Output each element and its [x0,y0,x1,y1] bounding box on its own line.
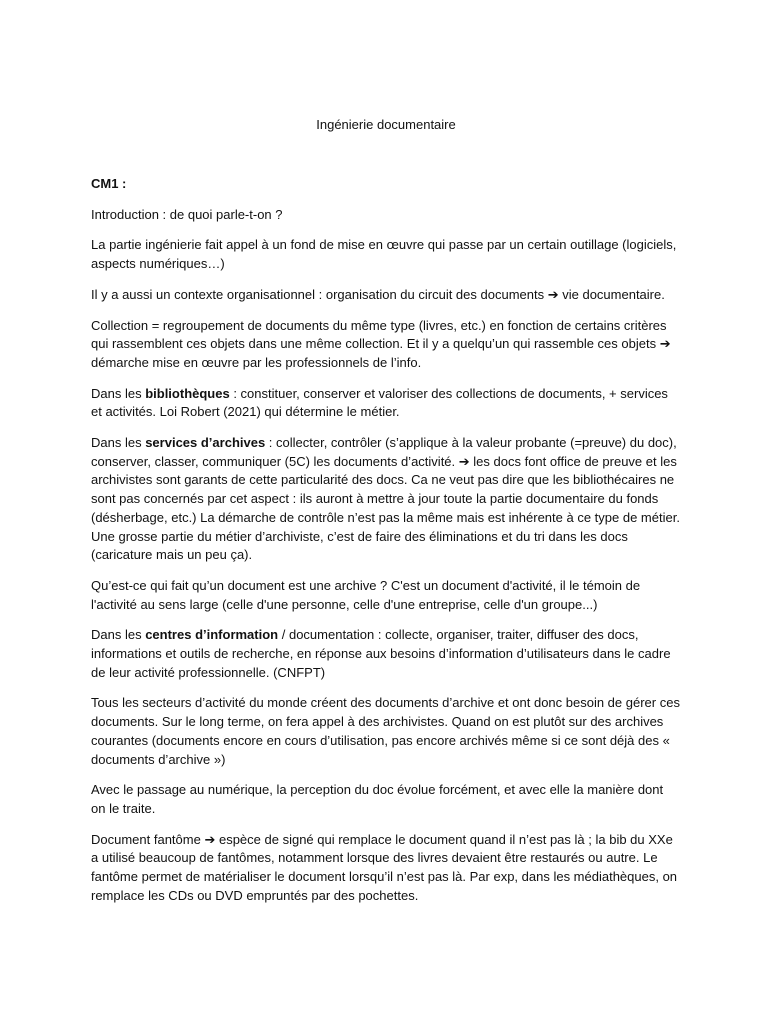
paragraph-text: Qu’est-ce qui fait qu’un document est une archive ? C'est un document d'activité, il le témoin de l'activité au sens large (celle d'une personne, celle d'une entreprise, celle d'un groupe...) [91,577,641,612]
paragraph-archives [91,434,681,565]
document-title: Ingénierie documentaire [316,117,456,132]
paragraph-text: Collection = regroupement de documents du même type (livres, etc.) en fonction de certains critères qui rassemblent ces objets dans une même collection. Et il y a quelqu’un qui rassemble ces objets [91,317,667,352]
bold-term: centres d’information [145,627,279,643]
paragraph-ingenierie [91,236,681,273]
paragraph-text: Document fantôme [91,831,205,847]
paragraph-text: vie documentaire. [558,286,665,302]
paragraph-text: Avec le passage au numérique, la perception du doc évolue forcément, et avec elle la manière dont on le traite. [91,782,664,816]
arrow-right-icon: ➔ [547,287,559,303]
bold-term: services d’archives [145,435,266,451]
paragraph-numerique [91,781,681,818]
paragraph-text: : constituer, conserver et valoriser des collections de documents, + services et activités. Loi Robert (2021) qui détermine le métier. [91,385,668,420]
paragraph-text: les docs font office de preuve et les archivistes sont garants de cette particularité des docs. Ca ne veut pas dire que les bibliothécaires ne sont pas concernés par cet aspect : ils auront à mettre à jour toute la partie documentaire du fonds (désherbage, etc.) La démarche de contrôle n’est pas la même mais est inhérente à ce type de métier. Une grosse partie du métier d’archiviste, c’est de faire des éliminations et du tri dans les docs (caricature mais un peu ça). [91,453,680,563]
paragraph-text: Tous les secteurs d’activité du monde créent des documents d’archive et ont donc besoin de gérer ces documents. Sur le long terme, on fera appel à des archivistes. Quand on est plutôt sur des archives courantes (documents encore en cours d’utilisation, pas encore archivés même si ce sont déjà des « documents d’archive ») [91,695,680,767]
paragraph-archive-definition [91,577,681,614]
paragraph-bibliotheques [91,385,681,422]
section-heading: CM1 : [91,176,127,191]
paragraph-text: Introduction : de quoi parle-t-on ? [91,206,283,222]
paragraph-text: / documentation : collecte, organiser, traiter, diffuser des docs, informations et outils de recherche, en réponse aux besoins d’information d’utilisateurs dans le cadre de leur activité professionnelle. (CNFPT) [91,627,671,680]
paragraph-text: La partie ingénierie fait appel à un fond de mise en œuvre qui passe par un certain outillage (logiciels, aspects numériques…) [91,237,677,272]
paragraph-introduction [91,206,681,225]
paragraph-text: : collecter, contrôler (s’applique à la valeur probante (=preuve) du doc), conserver, classer, communiquer (5C) les documents d’activité. [91,435,677,469]
paragraph-text: Dans les [91,435,146,451]
paragraph-text: Dans les [91,385,146,401]
paragraph-text: Dans les [91,627,146,643]
document-body [91,116,681,918]
bold-term: bibliothèques [145,385,230,401]
paragraph-text: espèce de signé qui remplace le document quand il n’est pas là ; la bib du XXe a utilisé beaucoup de fantômes, notamment lorsque des livres devaient être restaurés ou autre. Le fantôme permet de matérialiser le document lorsqu’il n’est pas là. Par exp, dans les médiathèques, on remplace les CDs ou DVD empruntés par des pochettes. [91,831,678,903]
arrow-right-icon: ➔ [204,832,216,848]
paragraph-contexte [91,286,681,305]
paragraph-fantome [91,831,681,906]
arrow-right-icon: ➔ [458,454,470,470]
arrow-right-icon: ➔ [659,337,671,353]
paragraph-text: Il y a aussi un contexte organisationnel : organisation du circuit des documents [91,286,548,302]
paragraph-secteurs [91,694,681,769]
paragraph-text: démarche mise en œuvre par les professionnels de l’info. [91,354,422,370]
paragraph-collection [91,317,681,373]
paragraph-centres-information [91,626,681,682]
